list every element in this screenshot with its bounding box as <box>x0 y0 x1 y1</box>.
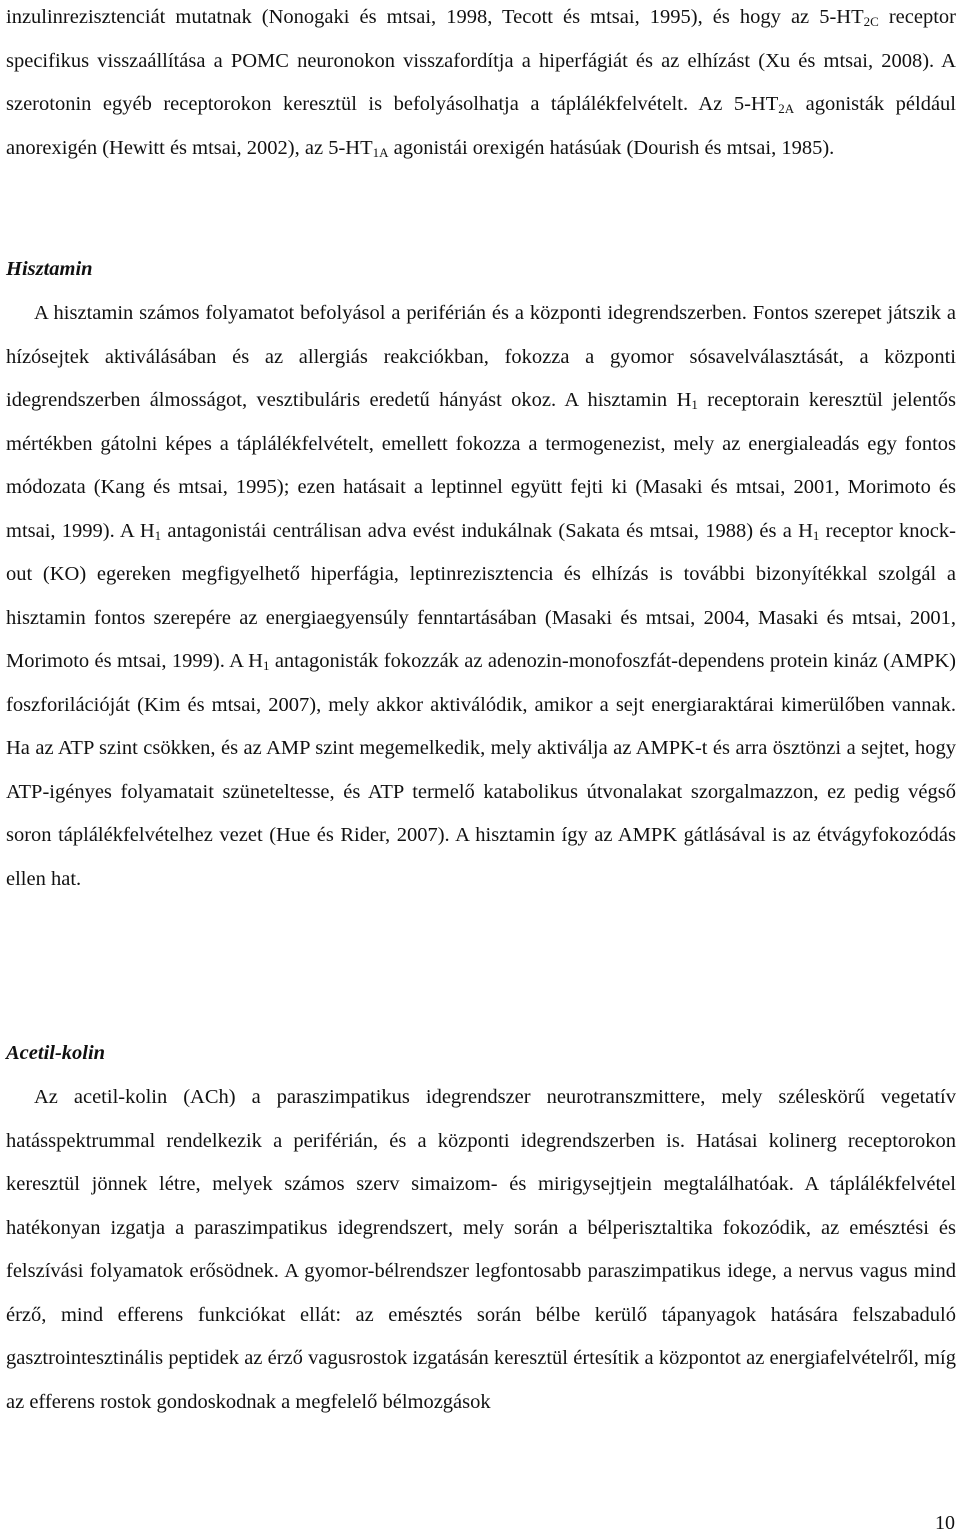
subscript: 2C <box>863 14 879 29</box>
section-heading-acetylcholine: Acetil-kolin <box>6 1042 106 1064</box>
subscript: 2A <box>778 101 795 116</box>
subscript: 1 <box>691 397 698 412</box>
text-run: A hisztamin számos folyamatot befolyásol a periférián és a központi idegrendszerben. Fontos szerepet játszik a hízósejtek aktiválásában és az allergiás reakciókban, fokozza a gyomor sósavelválasztását, a központi idegrendszerben álmosságot, vesztibuláris eredetű hányást okoz. A hisztamin H <box>6 302 956 411</box>
text-run: antagonisták fokozzák az adenozin-monofoszfát-dependens protein kináz (AMPK) foszforilációját (Kim és mtsai, 2007), mely akkor aktiválódik, amikor a sejt energiaraktárai kimerülőben vannak. Ha az ATP szint csökken, és az AMP szint megemelkedik, mely aktiválja az AMPK-t és arra ösztönzi a sejtet, hogy ATP-igényes folyamatait szüneteltesse, és ATP termelő katabolikus útvonalakat szorgalmazzon, ez pedig végső soron táplálékfelvételhez vezet (Hue és Rider, 2007). A hisztamin így az AMPK gátlásával is az étvágyfokozódás ellen hat. <box>6 650 956 890</box>
text-run: Az acetil-kolin (ACh) a paraszimpatikus idegrendszer neurotranszmittere, mely széleskörű vegetatív hatásspektrummal rendelkezik a periférián, és a központi idegrendszerben is. Hatásai kolinerg receptorokon keresztül jönnek létre, melyek számos szerv simaizom- és mirigysejtjein megtalálhatóak. A táplálékfelvétel hatékonyan izgatja a paraszimpatikus idegrendszert, mely során a bélperisztaltika fokozódik, az emésztési és felszívási folyamatok erősödnek. A gyomor-bélrendszer legfontosabb paraszimpatikus idege, a nervus vagus mind érző, mind efferens funkciókat ellát: az emésztés során bélbe kerülő tápanyagok hatására felszabaduló gasztrointesztinális peptidek az érző vagusrostok izgatásán keresztül értesítik a központot az energiafelvételről, míg az efferens rostok gondoskodnak a megfelelő bélmozgások <box>6 1086 956 1413</box>
text-run: receptorain keresztül jelentős mértékben gátolni képes a táplálékfelvételt, emellett fokozza a termogenezist, mely az energialeadás egy fontos módozata (Kang és mtsai, 1995); ezen hatásait a leptinnel együtt fejti ki (Masaki és mtsai, 2001, Morimoto és mtsai, 1999). A H <box>6 389 957 542</box>
text-run: agonisták például anorexigén (Hewitt és mtsai, 2002), az 5-HT <box>6 93 957 159</box>
text-run: agonistái orexigén hatásúak (Dourish és mtsai, 1985). <box>388 136 835 159</box>
text-run: antagonistái centrálisan adva evést indukálnak (Sakata és mtsai, 1988) és a H <box>161 519 813 542</box>
subscript: 1 <box>154 527 162 543</box>
paragraph-histamine <box>6 292 956 901</box>
paragraph-serotonin-end <box>6 0 956 170</box>
page-number: 10 <box>935 1512 955 1534</box>
subscript: 1A <box>372 144 389 160</box>
subscript: 1 <box>812 527 820 543</box>
section-heading-histamine: Hisztamin <box>6 258 93 280</box>
text-run: receptor specifikus visszaállítása a POMC neuronokon visszafordítja a hiperfágiát és az elhízást (Xu és mtsai, 2008). A szerotonin egyéb receptorokon keresztül is befolyásolhatja a táplálékfelvételt. Az 5-HT <box>6 6 956 115</box>
subscript: 1 <box>262 658 270 673</box>
text-run: inzulinrezisztenciát mutatnak (Nonogaki és mtsai, 1998, Tecott és mtsai, 1995), és hogy az 5-HT <box>6 6 864 28</box>
paragraph-acetylcholine <box>6 1076 956 1424</box>
text-run: receptor knock-out (KO) egereken megfigyelhető hiperfágia, leptinrezisztencia és elhízás is további bizonyítékkal szolgál a hisztamin fontos szerepére az energiaegyensúly fenntartásában (Masaki és mtsai, 2004, Masaki és mtsai, 2001, Morimoto és mtsai, 1999). A H <box>6 519 956 672</box>
